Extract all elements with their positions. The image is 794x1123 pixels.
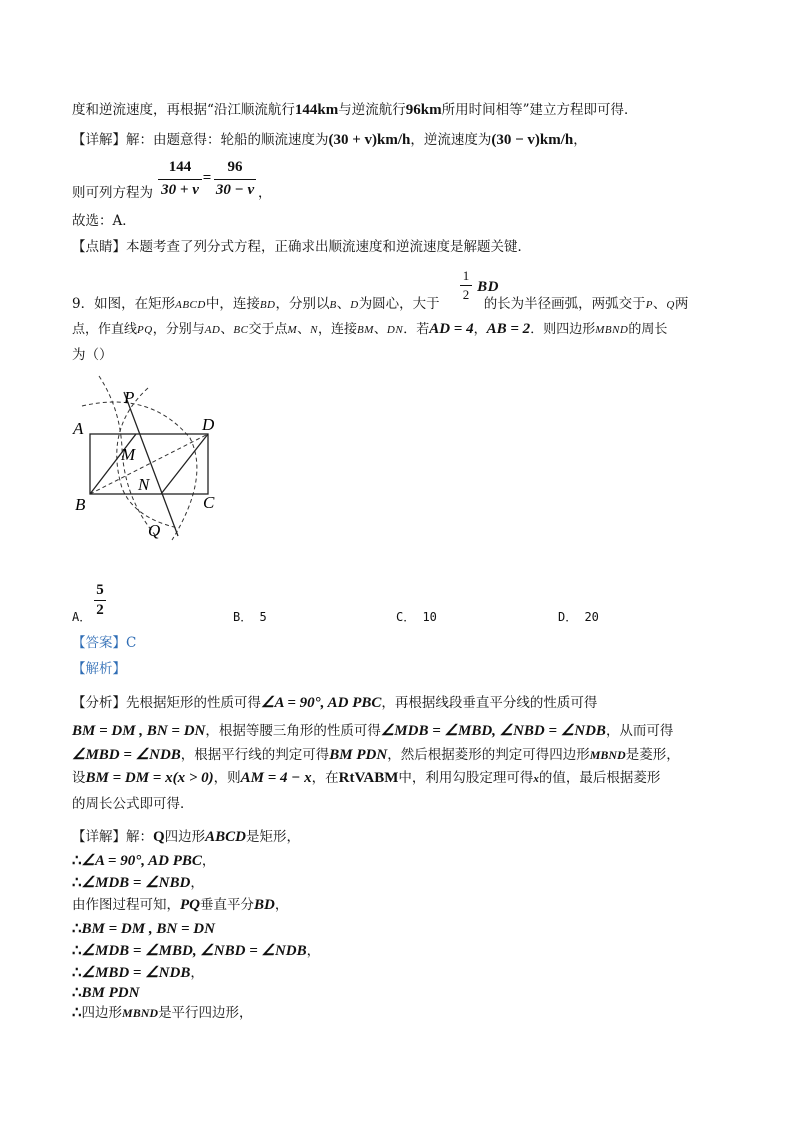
point-line: 【点睛】本题考查了列分式方程，正确求出顺流速度和逆流速度是解题关键． [72,239,531,255]
text: ， [190,965,204,981]
text: 【详解】解：由题意得：轮船的顺流速度为 [72,132,329,148]
text: 为圆心，大于 [358,296,440,312]
math: ∠MDB = ∠MBD, ∠NBD = ∠NDB [81,943,307,959]
label-m: M [121,445,136,464]
detail-line-9 [72,1004,253,1022]
text: 、 [373,322,387,337]
var: BM [357,324,374,336]
text: 的值，最后根据菱形 [538,770,661,786]
var: BC [233,324,249,336]
numerator: 144 [168,159,192,175]
fraction-bar [158,179,202,180]
math: Q [153,829,165,845]
var: DN [386,324,404,336]
text: 【详解】解： [72,829,153,845]
numerator: 1 [462,268,470,283]
math: ∠A = 90°, AD PBC [81,853,202,869]
answer-line [72,634,136,652]
var: ABCD [175,299,206,311]
math: AM = 4 − x [240,770,312,786]
text: ，根据等腰三角形的性质可得 [205,723,381,739]
var: P [645,299,653,311]
text: 中，连接 [205,296,260,312]
numerator: 96 [227,159,243,175]
math: ∠MDB = ∠NBD [81,875,191,891]
math: (30 − v)km/h [491,132,574,148]
detail-line-5 [72,920,215,938]
text: ， [306,943,321,959]
var: B [329,299,337,311]
q9-line-3: 为（） [72,347,113,363]
analysis-line-5: 的周长公式即可得． [72,796,194,812]
prev-line-1 [72,101,638,119]
text: 是平行四边形， [158,1005,253,1021]
text: ，再根据线段垂直平分线的性质可得 [381,695,598,711]
text: 所用时间相等”建立方程即可得． [441,102,638,118]
therefore: ∴ [72,921,82,937]
var: BD [259,299,276,311]
segment-bm [90,434,136,494]
label-d: D [202,415,215,434]
detail-line-3 [72,874,204,892]
text: ， [190,875,204,891]
text: ， [201,853,216,869]
text: 、 [297,322,311,337]
answer-label: 【答案】C [72,635,137,651]
math: MBND [589,748,626,762]
text: 【分析】先根据矩形的性质可得 [72,695,261,711]
text: ，分别以 [275,296,330,312]
text: 中，利用勾股定理可得 [398,770,534,786]
var: Q [666,299,675,311]
text: 交于点 [248,322,288,337]
option-a-fraction-bar [94,600,106,601]
detail-line-8 [72,984,139,1002]
math: BM = DM = x(x > 0) [85,770,214,786]
math: PQ [180,897,200,913]
denominator: 2 [462,287,470,302]
label-p: P [124,388,135,407]
text: 由作图过程可知， [72,897,180,913]
analysis-line-2 [72,722,673,740]
var: D [350,299,359,311]
math: BM PDN [329,747,388,763]
text: 是矩形， [246,829,301,845]
var: N [310,324,318,336]
text: ，在 [311,770,339,786]
detail-line-1 [72,828,300,846]
math: RtVABM [338,770,399,786]
analysis-label: 【解析】 [72,661,126,677]
prev-line-2 [72,131,587,149]
analysis-line-3 [72,746,680,764]
text: ，然后根据菱形的判定可得四边形 [387,747,590,763]
text: ．若 [403,322,430,337]
therefore: ∴ [72,1005,82,1021]
text: ，根据平行线的判定可得 [180,747,330,763]
detail-line-6 [72,942,320,960]
math: ∠MBD = ∠NDB [72,747,181,763]
therefore: ∴ [72,965,82,981]
text: 垂直平分 [200,897,254,913]
detail-line-4 [72,896,288,914]
equation-lead: 则可列方程为 [72,185,153,201]
text: 9．如图，在矩形 [72,296,176,312]
text: ， [274,897,289,913]
text: 四边形 [164,829,206,845]
text: 与逆流航行 [338,102,406,118]
var: M [287,324,298,336]
choice-line: 故选：A． [72,213,136,229]
label-a: A [73,419,84,438]
text: ，逆流速度为 [410,132,492,148]
text: ，则 [213,770,241,786]
denominator: 30 − v [215,182,255,198]
therefore: ∴ [72,853,82,869]
option-a: A． [72,610,92,624]
geometry-figure [60,368,230,553]
label-n: N [138,475,150,494]
text: ．则四边形 [530,322,596,337]
therefore: ∴ [72,985,82,1001]
var: PQ [137,324,153,336]
text: ，分别与 [152,322,205,337]
line-pq [124,392,178,536]
math: AD = 4 [429,321,474,337]
label-b: B [75,495,86,514]
math: 144km [294,102,339,118]
text: ，从而可得 [605,723,674,739]
math: x [533,773,539,785]
text: 点，作直线 [72,322,138,337]
q9-line-2 [72,320,667,339]
text: ， [473,322,487,337]
math: ∠MBD = ∠NDB [81,965,191,981]
fraction-bar [214,179,256,180]
label-c: C [203,493,215,512]
text: ， [258,185,272,201]
variable: BD [477,279,499,295]
fraction-bar [460,285,472,286]
therefore: ∴ [72,943,82,959]
var: AD [204,324,221,336]
denominator: 30 + v [161,182,199,198]
option-a-denominator: 2 [96,602,104,618]
text: 、 [336,296,351,312]
therefore: ∴ [72,875,82,891]
text: 的长为半径画弧，两弧交于 [483,296,646,312]
math: MBND [122,1006,159,1020]
math: (30 + v)km/h [328,132,411,148]
detail-line-7 [72,964,204,982]
text: 的周长 [628,322,668,337]
text: ， [573,132,587,148]
segment-dn [161,434,208,494]
math: ABCD [205,829,247,845]
text: 是菱形， [625,747,680,763]
math: BM = DM , BN = DN [72,723,206,739]
text: 四边形 [81,1005,123,1021]
var: MBND [595,324,629,336]
math: ∠MDB = ∠MBD, ∠NBD = ∠NDB [380,723,606,739]
math: AB = 2 [486,321,531,337]
math: ∠A = 90°, AD PBC [261,695,382,711]
text: ，连接 [318,322,358,337]
option-d: D． 20 [558,610,599,624]
math: BD [254,897,275,913]
math: BM PDN [81,985,140,1001]
text: 两 [674,296,689,312]
analysis-line-4 [72,769,660,788]
q9-line-1 [72,295,688,314]
math: BM = DM , BN = DN [81,921,215,937]
option-a-numerator: 5 [96,582,104,598]
text: 设 [72,770,86,786]
label-q: Q [148,521,161,540]
text: 、 [220,322,234,337]
text: 度和逆流速度，再根据“沿江顺流航行 [72,102,295,118]
option-c: C． 10 [396,610,437,624]
math: 96km [405,102,442,118]
detail-line-2 [72,852,215,870]
text: 、 [652,296,667,312]
option-b: B． 5 [233,610,267,624]
analysis-line-1 [72,694,597,712]
equals-sign: = [202,170,212,186]
